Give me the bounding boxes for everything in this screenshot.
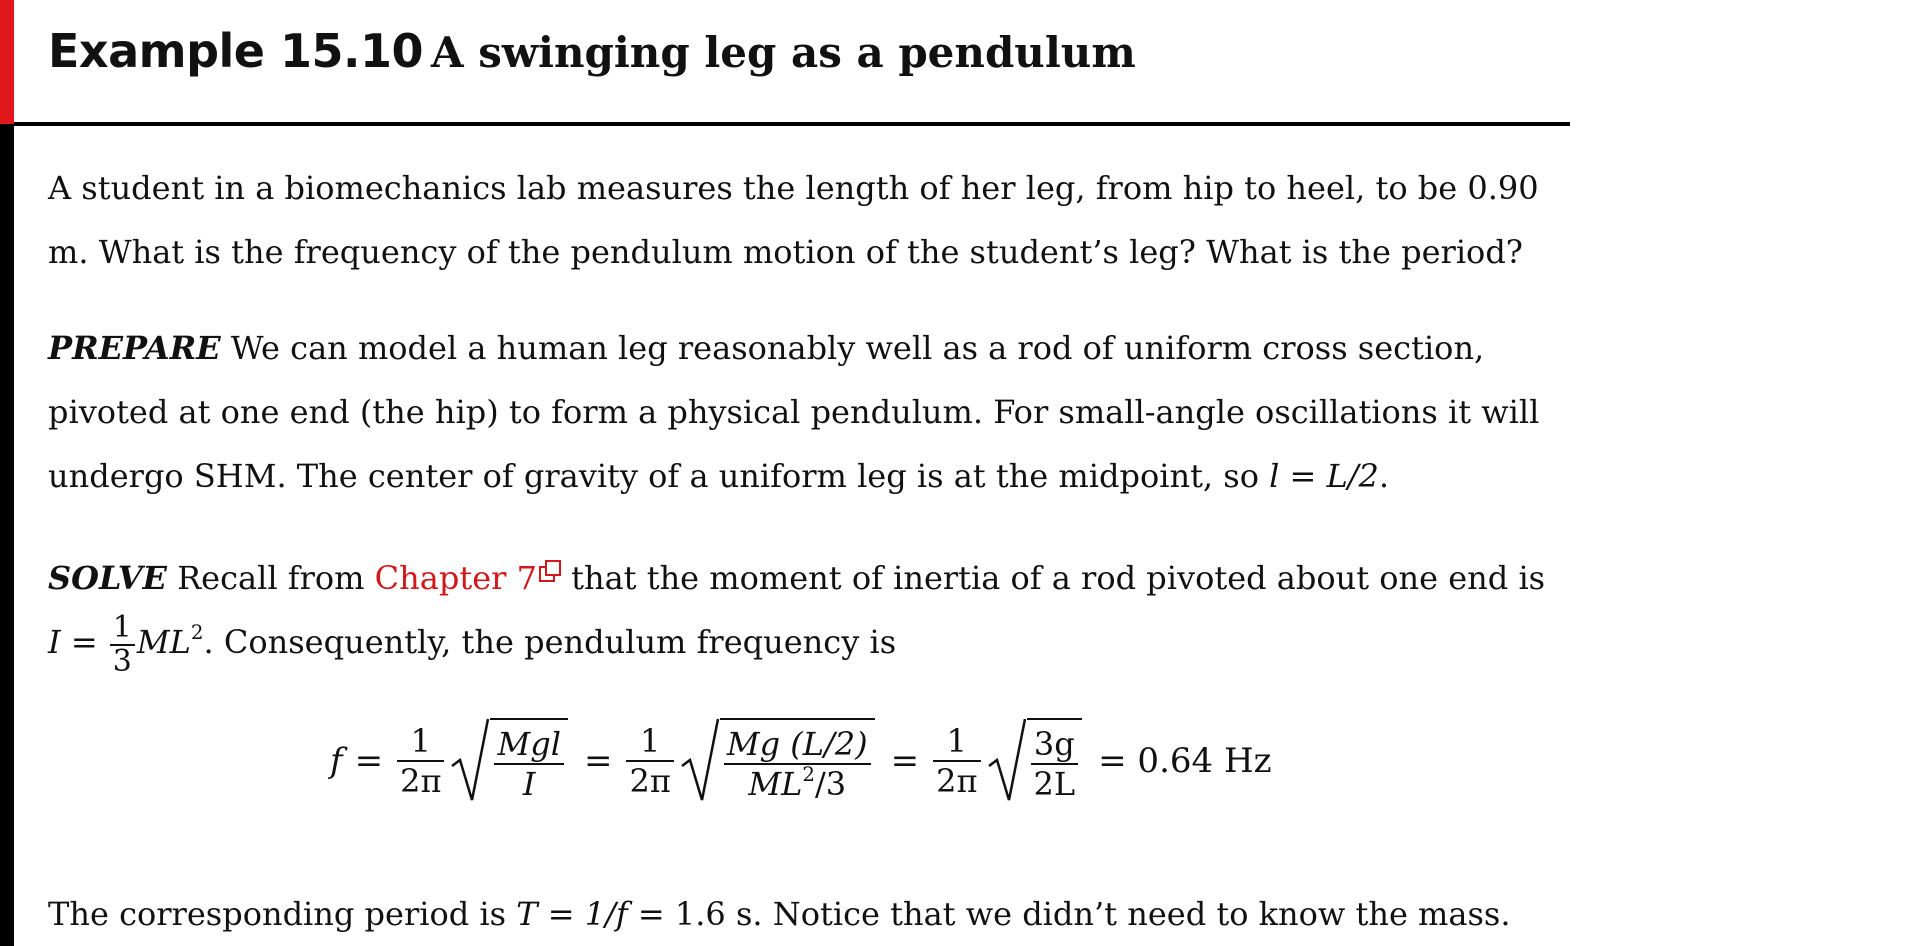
eq-sqrt-1: $\frac{\text{Mgl}}{I}$ [450, 718, 567, 804]
eq-sign-3: = [890, 741, 920, 781]
conclusion-text-a: The corresponding period is [48, 895, 517, 933]
left-margin-accent [0, 0, 14, 124]
eq-coef-1: $\frac{1}{2\pi}$ [397, 722, 444, 800]
eq-sign-1: = [354, 741, 384, 781]
conclusion-var-T: T [516, 895, 538, 933]
prepare-end: . [1378, 457, 1390, 495]
eq-coef-3: $\frac{1}{2\pi}$ [933, 722, 980, 800]
inertia-eq: = [60, 623, 108, 661]
conclusion-one-over-f: 1/f [584, 895, 628, 933]
example-title: A swinging leg as a pendulum [430, 28, 1136, 77]
eq-result: = 0.64 Hz [1098, 741, 1272, 781]
prepare-text: We can model a human leg reasonably well as a rod of uniform cross section, pivoted at one end (the hip) to form a physical pendulum. For small-angle oscillations it will undergo SHM. The center of gravity of a uniform leg is at the midpoint, so [48, 329, 1540, 495]
example-label: Example 15.10 [48, 24, 423, 78]
problem-paragraph: A student in a biomechanics lab measures the length of her leg, from hip to heel, to be 0.90 m. What is the frequency of the pendulum motion of the student’s leg? What is the period? [48, 169, 1539, 271]
solve-text-c: . Consequently, the pendulum frequency is [203, 623, 897, 661]
prepare-var-l: l [1269, 457, 1280, 495]
inertia-ml: ML [136, 623, 191, 661]
solve-keyword: SOLVE [48, 559, 167, 597]
prepare-keyword: PREPARE [48, 329, 221, 367]
eq-sqrt-2: $\frac{Mg (L/2)}{ML^2/3}$ [680, 718, 875, 804]
example-header [48, 24, 1136, 78]
prepare-value: L/2 [1326, 457, 1379, 495]
inertia-var: I [48, 623, 61, 661]
solve-text-a: Recall from [166, 559, 375, 597]
prepare-paragraph [48, 316, 1568, 508]
eq-sign-2: = [583, 741, 613, 781]
solve-paragraph [48, 546, 1568, 678]
prepare-eq: = [1279, 457, 1327, 495]
eq-coef-2: $\frac{1}{2\pi}$ [626, 722, 673, 800]
eq-sqrt-3: $\frac{3g}{2L}$ [987, 718, 1083, 804]
inertia-fraction: $\frac{1}{3}$ [110, 612, 135, 678]
left-margin-bar [0, 0, 14, 946]
solve-text-b: that the moment of inertia of a rod pivoted about one end is [560, 559, 1546, 597]
header-rule [14, 122, 1570, 126]
inertia-exponent: 2 [190, 621, 204, 645]
chapter-link[interactable]: Chapter 7 [374, 559, 537, 597]
conclusion-text-b: = 1.6 s. Notice that we didn’t need to know the mass. [627, 895, 1511, 933]
eq-lhs: f [330, 741, 343, 781]
conclusion-paragraph [48, 882, 1568, 946]
frequency-equation [330, 718, 1272, 804]
conclusion-eq: = [537, 895, 585, 933]
external-link-icon[interactable] [539, 563, 559, 583]
